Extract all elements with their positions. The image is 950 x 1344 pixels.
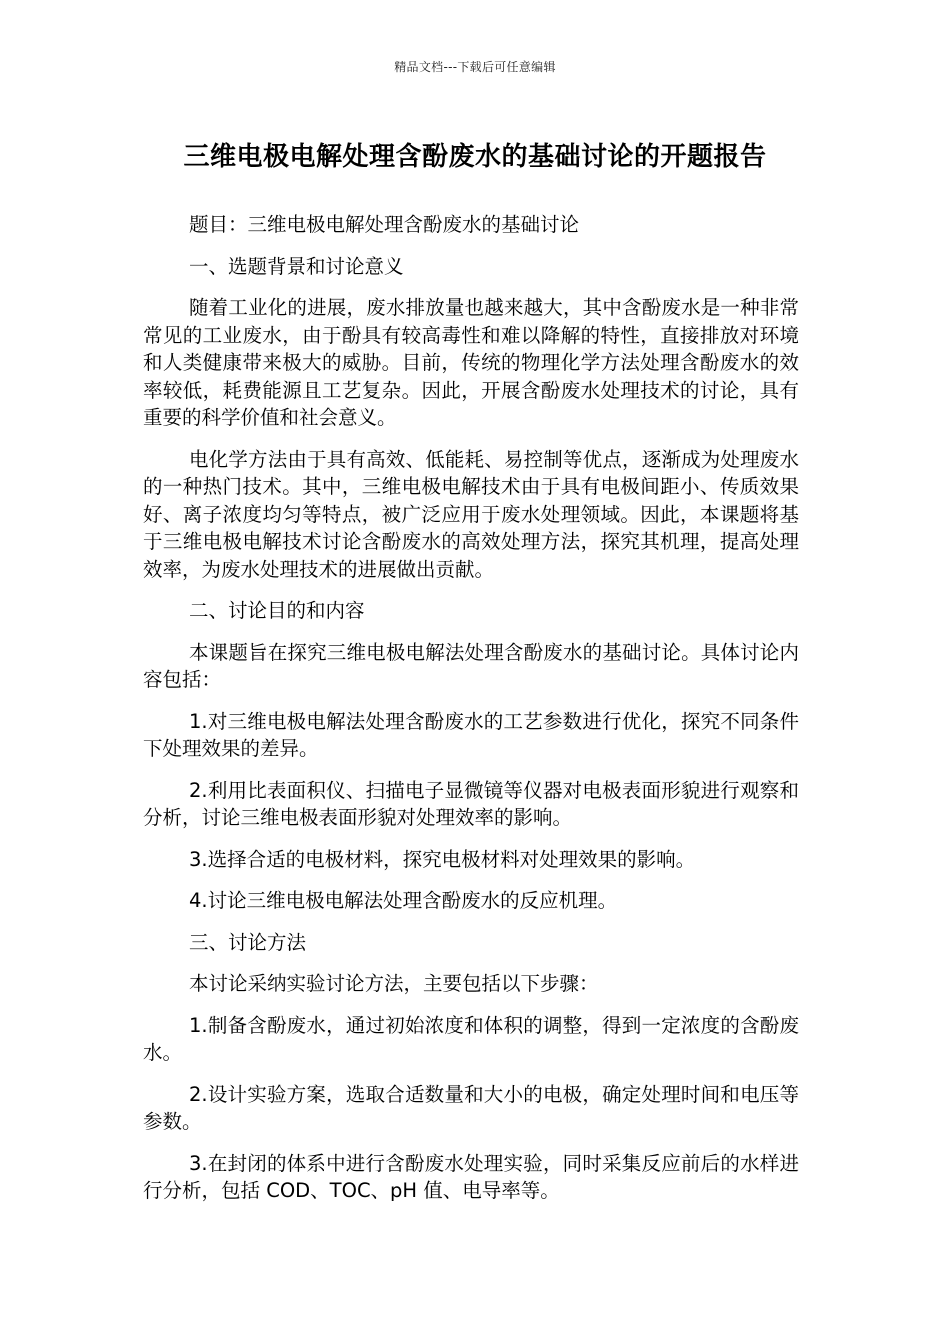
list-item-objective-3: 3.选择合适的电极材料，探究电极材料对处理效果的影响。 [189, 847, 696, 871]
section-heading-background: 一、选题背景和讨论意义 [189, 254, 404, 278]
paragraph-methods-intro: 本讨论采纳实验讨论方法，主要包括以下步骤： [189, 972, 599, 995]
list-item-objective-1: 1.对三维电极电解法处理含酚废水的工艺参数进行优化，探究不同条件下处理效果的差异。 [143, 709, 799, 760]
paragraph-objectives-intro: 本课题旨在探究三维电极电解法处理含酚废水的基础讨论。具体讨论内容包括： [143, 640, 799, 691]
section-heading-objectives: 二、讨论目的和内容 [189, 599, 365, 622]
topic-line: 题目：三维电极电解处理含酚废水的基础讨论 [189, 213, 580, 236]
list-item-method-3: 3.在封闭的体系中进行含酚废水处理实验，同时采集反应前后的水样进行分析，包括 COD、TOC、pH 值、电导率等。 [143, 1151, 799, 1202]
header-note: 精品文档---下载后可任意编辑 [394, 60, 556, 74]
list-item-objective-4: 4.讨论三维电极电解法处理含酚废水的反应机理。 [189, 889, 618, 912]
list-item-method-2: 2.设计实验方案，选取合适数量和大小的电极，确定处理时间和电压等参数。 [143, 1082, 799, 1133]
section-heading-methods: 三、讨论方法 [189, 930, 307, 954]
list-item-objective-2: 2.利用比表面积仪、扫描电子显微镜等仪器对电极表面形貌进行观察和分析，讨论三维电极表面形貌对处理效率的影响。 [143, 778, 799, 829]
document-title: 三维电极电解处理含酚废水的基础讨论的开题报告 [183, 142, 767, 172]
paragraph-background-2: 电化学方法由于具有高效、低能耗、易控制等优点，逐渐成为处理废水的一种热门技术。其中，三维电极电解技术由于具有电极间距小、传质效果好、离子浓度均匀等特点，被广泛应用于废水处理领域。因此，本课题将基于三维电极电解技术讨论含酚废水的高效处理方法，探究其机理，提高处理效率，为废水处理技术的进展做出贡献。 [143, 447, 799, 581]
document-body [143, 211, 799, 1205]
paragraph-background-1: 随着工业化的进展，废水排放量也越来越大，其中含酚废水是一种非常常见的工业废水，由于酚具有较高毒性和难以降解的特性，直接排放对环境和人类健康带来极大的威胁。目前，传统的物理化学方法处理含酚废水的效率较低，耗费能源且工艺复杂。因此，开展含酚废水处理技术的讨论，具有重要的科学价值和社会意义。 [143, 296, 799, 429]
list-item-method-1: 1.制备含酚废水，通过初始浓度和体积的调整，得到一定浓度的含酚废水。 [143, 1013, 799, 1064]
